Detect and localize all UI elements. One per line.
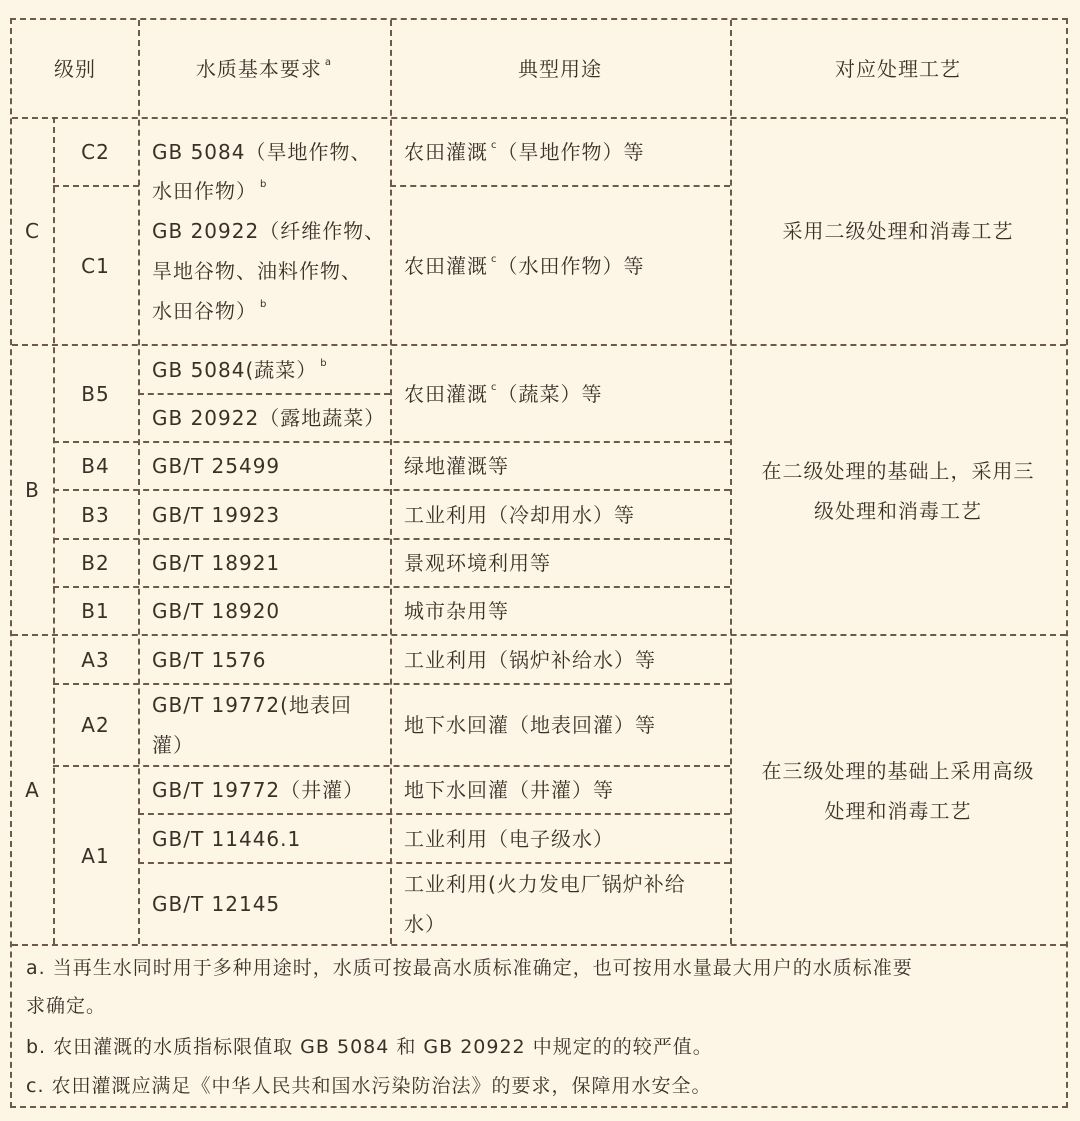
sub-level-b1: B1 xyxy=(81,599,110,623)
process-b-line-2: 级处理和消毒工艺 xyxy=(814,499,982,523)
footnote-mark: b xyxy=(260,179,268,190)
group-b-label: B xyxy=(25,478,40,502)
c-req-line-5 xyxy=(152,291,267,331)
sub-level-a1: A1 xyxy=(81,844,110,868)
footnote-mark: b xyxy=(320,358,328,369)
b5-use-tail: （蔬菜）等 xyxy=(497,382,603,406)
process-a-line-1: 在三级处理的基础上采用高级 xyxy=(761,759,1035,783)
a2-req-line-2: 灌） xyxy=(152,733,194,757)
b2-req: GB/T 18921 xyxy=(152,551,281,575)
row-line xyxy=(53,489,730,491)
header-level: 级别 xyxy=(54,57,96,81)
row-line xyxy=(53,185,139,187)
c-req-line-5-text: 水田谷物） xyxy=(152,299,257,323)
process-c: 采用二级处理和消毒工艺 xyxy=(782,219,1014,243)
note-a-line-2: 求确定。 xyxy=(26,995,107,1017)
b4-req: GB/T 25499 xyxy=(152,454,281,478)
a1-req-3: GB/T 12145 xyxy=(152,892,281,916)
c-req-line-2-text: 水田作物） xyxy=(152,179,257,203)
a1-use-3-line-2: 水） xyxy=(404,912,446,936)
sub-level-c1: C1 xyxy=(81,254,110,278)
header-process: 对应处理工艺 xyxy=(835,57,961,81)
sub-level-b4: B4 xyxy=(81,454,110,478)
row-line xyxy=(53,765,730,767)
header-divider xyxy=(12,117,1066,119)
a1-use-2: 工业利用（电子级水） xyxy=(404,827,614,851)
row-line xyxy=(53,441,730,443)
group-a-label: A xyxy=(25,778,40,802)
c2-use xyxy=(404,132,645,172)
row-line xyxy=(53,538,730,540)
footnote-mark: c xyxy=(491,140,498,151)
c2-use-text: 农田灌溉 xyxy=(404,140,488,164)
group-line-b xyxy=(12,634,1066,636)
sub-level-a2: A2 xyxy=(81,713,110,737)
c-req-line-3: GB 20922（纤维作物、 xyxy=(152,219,386,243)
a1-req-1: GB/T 19772（井灌） xyxy=(152,778,365,802)
b1-req: GB/T 18920 xyxy=(152,599,281,623)
c1-use xyxy=(404,246,645,286)
row-line xyxy=(138,813,730,815)
note-c: c. 农田灌溉应满足《中华人民共和国水污染防治法》的要求，保障用水安全。 xyxy=(26,1075,712,1097)
row-line xyxy=(53,586,730,588)
c1-use-tail: （水田作物）等 xyxy=(497,254,645,278)
row-line xyxy=(390,185,730,187)
b5-req-line-1 xyxy=(152,350,328,390)
footnote-mark: a xyxy=(324,57,333,68)
a2-use: 地下水回灌（地表回灌）等 xyxy=(404,713,656,737)
row-line xyxy=(138,393,390,395)
b5-use xyxy=(404,374,603,414)
sub-level-b2: B2 xyxy=(81,551,110,575)
note-a-line-1: a. 当再生水同时用于多种用途时，水质可按最高水质标准确定，也可按用水量最大用户的水质标准要 xyxy=(26,957,913,979)
b5-req-1-text: GB 5084(蔬菜） xyxy=(152,358,318,382)
process-a-line-2: 处理和消毒工艺 xyxy=(824,799,972,823)
standard-table xyxy=(10,18,1068,1108)
a1-use-1: 地下水回灌（井灌）等 xyxy=(404,778,614,802)
group-line-c xyxy=(12,344,1066,346)
a2-req-line-1: GB/T 19772(地表回 xyxy=(152,693,352,717)
footnote-mark: c xyxy=(491,254,498,265)
header-requirement-text: 水质基本要求 xyxy=(195,57,322,81)
footnote-mark: b xyxy=(260,299,268,310)
b3-req: GB/T 19923 xyxy=(152,503,281,527)
process-b-line-1: 在二级处理的基础上，采用三 xyxy=(761,459,1035,483)
col-divider-2 xyxy=(390,20,392,944)
header-use: 典型用途 xyxy=(518,57,602,81)
b4-use: 绿地灌溉等 xyxy=(404,454,509,478)
b5-req-line-2: GB 20922（露地蔬菜） xyxy=(152,406,386,430)
a3-use: 工业利用（锅炉补给水）等 xyxy=(404,648,656,672)
group-c-label: C xyxy=(25,219,40,243)
c2-use-tail: （旱地作物）等 xyxy=(497,140,645,164)
c1-use-text: 农田灌溉 xyxy=(404,254,488,278)
a3-req: GB/T 1576 xyxy=(152,648,267,672)
sub-level-b3: B3 xyxy=(81,503,110,527)
sub-level-a3: A3 xyxy=(81,648,110,672)
sub-level-c2: C2 xyxy=(81,140,110,164)
b5-use-text: 农田灌溉 xyxy=(404,382,488,406)
c-req-line-1: GB 5084（旱地作物、 xyxy=(152,140,372,164)
c-req-line-2 xyxy=(152,171,267,211)
col-divider-1 xyxy=(138,20,140,944)
sub-level-b5: B5 xyxy=(81,382,110,406)
c-req-line-4: 旱地谷物、油料作物、 xyxy=(152,259,362,283)
a1-use-3-line-1: 工业利用(火力发电厂锅炉补给 xyxy=(404,872,686,896)
footnote-mark: c xyxy=(491,382,498,393)
table-bottom-line xyxy=(12,944,1066,946)
header-requirement xyxy=(138,49,390,89)
b1-use: 城市杂用等 xyxy=(404,599,509,623)
note-b: b. 农田灌溉的水质指标限值取 GB 5084 和 GB 20922 中规定的的较严值。 xyxy=(26,1036,713,1058)
a1-req-2: GB/T 11446.1 xyxy=(152,827,302,851)
b3-use: 工业利用（冷却用水）等 xyxy=(404,503,635,527)
b2-use: 景观环境利用等 xyxy=(404,551,551,575)
